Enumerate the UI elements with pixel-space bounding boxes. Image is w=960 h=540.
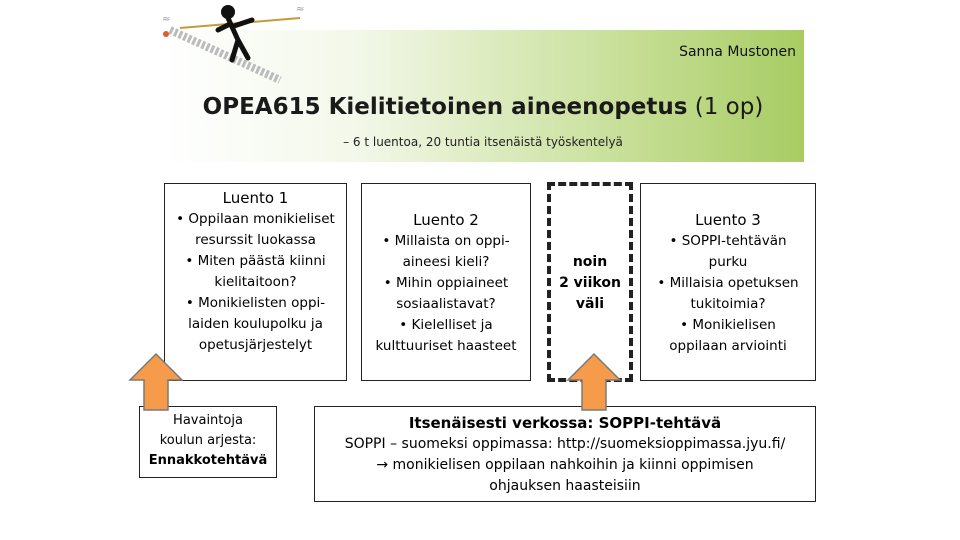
lecture-3-line: tukitoimia? xyxy=(690,296,766,312)
lecture-1-heading: Luento 1 xyxy=(222,189,289,207)
lecture-3-line: • Monikielisen xyxy=(680,317,776,333)
gap-line: noin xyxy=(572,254,608,270)
lecture-1-line: opetusjärjestelyt xyxy=(198,337,313,353)
lecture-3-line: purku xyxy=(708,254,748,270)
course-subtitle: – 6 t luentoa, 20 tuntia itsenäistä työskentelyä xyxy=(343,135,623,149)
lecture-2-heading: Luento 2 xyxy=(413,211,479,229)
lecture-2-line: • Millaista on oppi- xyxy=(382,233,510,249)
pre-task-title: Ennakkotehtävä xyxy=(148,453,268,468)
arrow-up-icon xyxy=(128,352,184,412)
course-title-bold: OPEA615 Kielitietoinen aineenopetus xyxy=(202,94,688,120)
lecture-2-line: • Mihin oppiaineet xyxy=(383,275,509,291)
gap-label xyxy=(547,252,633,315)
online-task-heading: Itsenäisesti verkossa: SOPPI-tehtävä xyxy=(408,414,722,432)
lecture-3-line: • Millaisia opetuksen xyxy=(657,275,799,291)
online-task-line: → monikielisen oppilaan nahkoihin ja kiinni oppimisen xyxy=(376,457,754,473)
online-task-box xyxy=(314,406,816,502)
gap-line: 2 viikon xyxy=(559,275,621,291)
lecture-2-line: sosiaalistavat? xyxy=(396,296,496,312)
lecture-1-line: resurssit luokassa xyxy=(195,232,316,248)
svg-text:≈: ≈ xyxy=(162,14,171,25)
lecture-3-line: • SOPPI-tehtävän xyxy=(669,233,787,249)
course-title-credits: (1 op) xyxy=(687,94,764,120)
lecture-2-box xyxy=(361,183,531,381)
lecture-2-line: kulttuuriset haasteet xyxy=(375,338,517,354)
lecture-1-box xyxy=(164,183,347,381)
lecture-2-line: • Kielelliset ja xyxy=(399,317,493,333)
pre-task-box xyxy=(139,406,277,478)
lecture-1-line: kielitaitoon? xyxy=(214,274,297,290)
lecture-3-line: oppilaan arviointi xyxy=(669,338,787,354)
lecture-1-line: • Miten päästä kiinni xyxy=(185,253,326,269)
lecture-1-line: • Oppilaan monikieliset xyxy=(176,211,335,227)
online-task-line: SOPPI – suomeksi oppimassa: http://suomeksioppimassa.jyu.fi/ xyxy=(344,436,786,452)
course-title xyxy=(162,94,804,120)
author-name: Sanna Mustonen xyxy=(679,44,796,60)
lecture-2-line: aineesi kieli? xyxy=(402,254,490,270)
lecture-3-heading: Luento 3 xyxy=(695,211,761,229)
pre-task-line: Havaintoja xyxy=(173,413,243,428)
lecture-1-line: laiden koulupolku ja xyxy=(188,316,323,332)
pre-task-line: koulun arjesta: xyxy=(159,433,257,448)
climber-illustration-icon xyxy=(160,0,310,90)
online-task-line: ohjauksen haasteisiin xyxy=(489,478,641,494)
gap-line: väli xyxy=(575,296,605,312)
arrow-up-icon xyxy=(566,352,622,412)
svg-text:≈: ≈ xyxy=(296,4,305,15)
lecture-3-box xyxy=(640,183,816,381)
lecture-1-line: • Monikielisten oppi- xyxy=(185,295,326,311)
